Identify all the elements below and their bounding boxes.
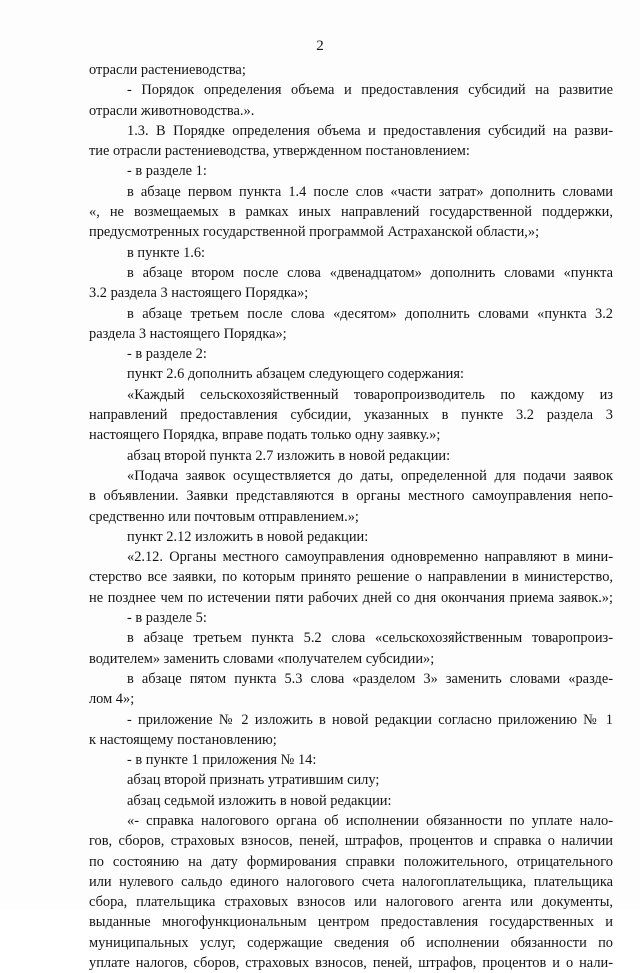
text-line: - Порядок определения объема и предоставления субсидий на развитие bbox=[127, 82, 613, 99]
text-line: сбора, плательщика страховых взносов или налогового агента или документы, bbox=[89, 894, 613, 911]
text-line: - в разделе 5: bbox=[127, 610, 207, 627]
text-line: «2.12. Органы местного самоуправления одновременно направляют в мини- bbox=[127, 549, 613, 566]
text-line: настоящего Порядка, вправе подать только одну заявку.»; bbox=[89, 427, 441, 444]
text-line: 1.3. В Порядке определения объема и предоставления субсидий на разви- bbox=[127, 122, 613, 139]
text-line: в абзаце первом пункта 1.4 после слов «части затрат» дополнить словами bbox=[127, 183, 613, 200]
text-line: отрасли растениеводства; bbox=[89, 62, 246, 78]
text-line: в пункте 1.6: bbox=[127, 244, 206, 261]
text-line: муниципальных услуг, содержащие сведения об исполнении обязанности по bbox=[89, 934, 613, 951]
text-line: уплате налогов, сборов, страховых взносов, пеней, штрафов, процентов и о нали- bbox=[89, 955, 613, 972]
text-line: пункт 2.12 изложить в новой редакции: bbox=[127, 528, 369, 545]
page-number: 2 bbox=[316, 38, 324, 54]
text-line: выданные многофункциональным центром предоставления государственных и bbox=[89, 914, 613, 931]
text-line: - в пункте 1 приложения № 14: bbox=[127, 752, 317, 769]
text-line: в абзаце третьем после слова «десятом» дополнить словами «пункта 3.2 bbox=[127, 305, 613, 322]
text-line: лом 4»; bbox=[89, 691, 135, 708]
text-line: тие отрасли растениеводства, утвержденном постановлением: bbox=[89, 143, 470, 160]
text-line: не позднее чем по истечении пяти рабочих дней со дня окончания приема заявок.»; bbox=[89, 589, 613, 606]
text-line: абзац второй пункта 2.7 изложить в новой редакции: bbox=[127, 447, 451, 464]
text-line: абзац седьмой изложить в новой редакции: bbox=[127, 792, 392, 809]
document-body bbox=[89, 60, 613, 973]
text-line: «- справка налогового органа об исполнении обязанности по уплате нало- bbox=[127, 812, 613, 829]
text-line: пункт 2.6 дополнить абзацем следующего содержания: bbox=[127, 366, 464, 383]
text-line: - приложение № 2 изложить в новой редакции согласно приложению № 1 bbox=[127, 711, 613, 728]
text-line: средственно или почтовым отправлением.»; bbox=[89, 508, 359, 525]
text-line: в абзаце втором после слова «двенадцатом» дополнить словами «пункта bbox=[127, 264, 613, 281]
text-line: «Подача заявок осуществляется до даты, определенной для подачи заявок bbox=[127, 467, 613, 484]
text-line: в абзаце пятом пункта 5.3 слова «разделом 3» заменить словами «разде- bbox=[127, 670, 613, 687]
text-line: абзац второй признать утратившим силу; bbox=[127, 772, 380, 789]
text-line: по состоянию на дату формирования справки положительного, отрицательного bbox=[89, 853, 613, 870]
text-line: раздела 3 настоящего Порядка»; bbox=[89, 325, 287, 342]
text-line: - в разделе 1: bbox=[127, 163, 207, 180]
text-line: 3.2 раздела 3 настоящего Порядка»; bbox=[89, 285, 309, 302]
text-line: в абзаце третьем пункта 5.2 слова «сельскохозяйственным товаропроиз- bbox=[127, 630, 613, 647]
text-line: или нулевого сальдо единого налогового счета налогоплательщика, плательщика bbox=[89, 873, 613, 890]
text-line: к настоящему постановлению; bbox=[89, 731, 277, 748]
text-line: водителем» заменить словами «получателем субсидии»; bbox=[89, 650, 435, 667]
text-line: отрасли животноводства.». bbox=[89, 102, 255, 119]
text-line: «, не возмещаемых в рамках иных направлений государственной поддержки, bbox=[89, 204, 613, 221]
text-line: - в разделе 2: bbox=[127, 346, 207, 363]
text-line: гов, сборов, страховых взносов, пеней, штрафов, процентов и справка о наличии bbox=[89, 833, 613, 850]
text-line: «Каждый сельскохозяйственный товаропроизводитель по каждому из bbox=[127, 386, 613, 403]
text-line: направлений предоставления субсидии, указанных в пункте 3.2 раздела 3 bbox=[89, 407, 613, 424]
text-line: предусмотренных государственной программой Астраханской области,»; bbox=[89, 224, 540, 241]
text-line: стерство все заявки, по которым принято решение о направлении в министерство, bbox=[89, 569, 613, 586]
text-line: в объявлении. Заявки представляются в органы местного самоуправления непо- bbox=[89, 488, 613, 505]
